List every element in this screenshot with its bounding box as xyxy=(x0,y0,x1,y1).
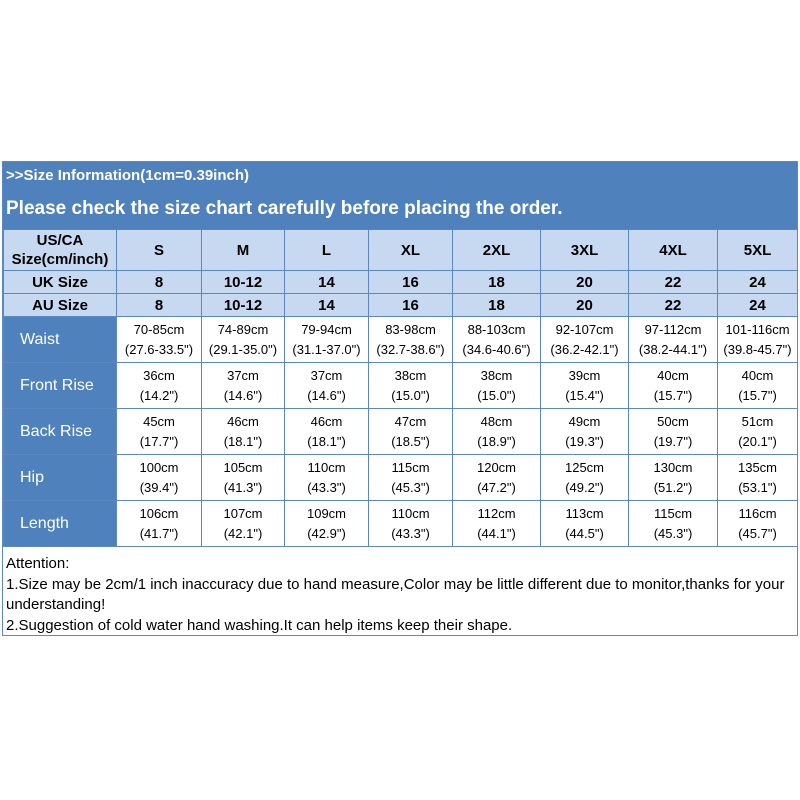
au-size-value: 16 xyxy=(369,294,453,317)
measurement-label: Length xyxy=(4,501,117,547)
attention-heading: Attention: xyxy=(6,555,70,572)
cm-value: 46cm xyxy=(227,413,259,429)
au-size-value: 8 xyxy=(117,294,202,317)
inch-value: (18.1") xyxy=(307,433,346,449)
cm-value: 45cm xyxy=(143,413,175,429)
inch-value: (36.2-42.1") xyxy=(550,341,619,357)
inch-value: (17.7") xyxy=(139,433,179,449)
measurement-cell xyxy=(285,363,369,409)
inch-value: (15.7") xyxy=(653,387,693,403)
cm-value: 70-85cm xyxy=(133,321,185,337)
measurement-cell xyxy=(369,363,453,409)
corner-label-us: US/CA xyxy=(36,232,84,249)
cm-value: 40cm xyxy=(657,367,689,383)
cm-value: 88-103cm xyxy=(467,321,526,337)
measurement-cell xyxy=(202,363,285,409)
au-size-value: 22 xyxy=(629,294,718,317)
au-size-row xyxy=(4,294,798,317)
measurement-cell xyxy=(541,317,629,363)
size-header: 4XL xyxy=(629,230,718,271)
inch-value: (15.7") xyxy=(738,387,777,403)
inch-value: (38.2-44.1") xyxy=(638,341,708,357)
measurement-cell xyxy=(117,501,202,547)
inch-value: (44.1") xyxy=(477,525,516,541)
measurement-cell xyxy=(202,501,285,547)
measurement-cell xyxy=(369,409,453,455)
measurement-cell xyxy=(541,455,629,501)
measurement-cell xyxy=(453,363,541,409)
inch-value: (41.7") xyxy=(139,525,179,541)
size-header: XL xyxy=(369,230,453,271)
inch-value: (53.1") xyxy=(738,479,777,495)
cm-value: 105cm xyxy=(223,459,263,475)
cm-value: 37cm xyxy=(310,367,343,383)
cm-value: 112cm xyxy=(477,505,516,521)
cm-value: 51cm xyxy=(741,413,774,429)
cm-value: 37cm xyxy=(227,367,259,383)
inch-value: (32.7-38.6") xyxy=(376,341,445,357)
measurement-cell xyxy=(453,455,541,501)
au-size-label: AU Size xyxy=(4,294,117,317)
size-header: L xyxy=(285,230,369,271)
cm-value: 113cm xyxy=(565,505,604,521)
au-size-value: 10-12 xyxy=(202,294,285,317)
measurement-cell xyxy=(369,501,453,547)
corner-header xyxy=(4,230,117,271)
measurement-cell xyxy=(629,409,718,455)
size-table xyxy=(3,229,798,547)
cm-value: 100cm xyxy=(139,459,179,475)
cm-value: 106cm xyxy=(139,505,179,521)
size-chart xyxy=(2,161,798,636)
inch-value: (43.3") xyxy=(391,525,430,541)
cm-value: 46cm xyxy=(310,413,343,429)
cm-value: 135cm xyxy=(737,459,778,475)
notice-banner: Please check the size chart carefully before placing the order. xyxy=(3,190,797,229)
cm-value: 74-89cm xyxy=(217,321,269,337)
inch-value: (44.5") xyxy=(565,525,604,541)
inch-value: (29.1-35.0") xyxy=(208,341,278,357)
inch-value: (19.7") xyxy=(653,433,693,449)
cm-value: 92-107cm xyxy=(555,321,614,337)
measurement-label: Back Rise xyxy=(4,409,117,455)
measurement-label: Front Rise xyxy=(4,363,117,409)
cm-value: 107cm xyxy=(223,505,263,521)
inch-value: (43.3") xyxy=(307,479,346,495)
inch-value: (47.2") xyxy=(477,479,516,495)
cm-value: 48cm xyxy=(480,413,513,429)
inch-value: (45.3") xyxy=(653,525,693,541)
measurement-cell xyxy=(117,317,202,363)
cm-value: 109cm xyxy=(306,505,347,521)
uk-size-value: 10-12 xyxy=(202,271,285,294)
uk-size-label: UK Size xyxy=(4,271,117,294)
inch-value: (45.3") xyxy=(391,479,430,495)
inch-value: (42.1") xyxy=(223,525,263,541)
us-size-row xyxy=(4,230,798,271)
measurement-cell xyxy=(285,501,369,547)
table-row xyxy=(4,501,798,547)
measurement-cell xyxy=(718,363,798,409)
uk-size-value: 14 xyxy=(285,271,369,294)
au-size-value: 20 xyxy=(541,294,629,317)
cm-value: 120cm xyxy=(476,459,517,475)
inch-value: (45.7") xyxy=(738,525,777,541)
measurement-cell xyxy=(117,455,202,501)
uk-size-value: 8 xyxy=(117,271,202,294)
measurement-cell xyxy=(285,409,369,455)
cm-value: 38cm xyxy=(394,367,427,383)
table-row xyxy=(4,455,798,501)
inch-value: (18.9") xyxy=(477,433,516,449)
measurement-cell xyxy=(202,317,285,363)
cm-value: 97-112cm xyxy=(644,321,702,337)
au-size-value: 24 xyxy=(718,294,798,317)
measurement-cell xyxy=(453,501,541,547)
inch-value: (14.2") xyxy=(139,387,179,403)
cm-value: 101-116cm xyxy=(725,321,790,337)
table-row xyxy=(4,409,798,455)
inch-value: (19.3") xyxy=(565,433,604,449)
measurement-cell xyxy=(629,501,718,547)
measurement-label: Hip xyxy=(4,455,117,501)
cm-value: 79-94cm xyxy=(301,321,352,337)
cm-value: 50cm xyxy=(657,413,689,429)
inch-value: (51.2") xyxy=(653,479,693,495)
measurement-cell xyxy=(117,409,202,455)
measurement-cell xyxy=(285,317,369,363)
measurement-cell xyxy=(369,455,453,501)
measurement-cell xyxy=(718,317,798,363)
uk-size-value: 24 xyxy=(718,271,798,294)
measurement-cell xyxy=(369,317,453,363)
inch-value: (41.3") xyxy=(223,479,263,495)
table-row xyxy=(4,363,798,409)
size-info-banner: >>Size Information(1cm=0.39inch) xyxy=(3,162,797,190)
measurement-cell xyxy=(718,501,798,547)
cm-value: 110cm xyxy=(391,505,430,521)
size-header: 5XL xyxy=(718,230,798,271)
measurement-cell xyxy=(117,363,202,409)
inch-value: (34.6-40.6") xyxy=(462,341,531,357)
measurement-cell xyxy=(541,501,629,547)
cm-value: 130cm xyxy=(653,459,693,475)
inch-value: (18.1") xyxy=(223,433,263,449)
cm-value: 115cm xyxy=(653,505,693,521)
inch-value: (15.0") xyxy=(391,387,430,403)
uk-size-value: 22 xyxy=(629,271,718,294)
measurement-cell xyxy=(541,363,629,409)
measurement-cell xyxy=(629,363,718,409)
inch-value: (49.2") xyxy=(565,479,604,495)
size-header: S xyxy=(117,230,202,271)
inch-value: (15.4") xyxy=(565,387,604,403)
inch-value: (14.6") xyxy=(307,387,346,403)
cm-value: 36cm xyxy=(143,367,175,383)
uk-size-value: 16 xyxy=(369,271,453,294)
attention-notes xyxy=(3,554,797,636)
cm-value: 115cm xyxy=(391,459,430,475)
inch-value: (39.4") xyxy=(139,479,179,495)
measurement-cell xyxy=(629,455,718,501)
cm-value: 116cm xyxy=(738,505,777,521)
inch-value: (20.1") xyxy=(738,433,777,449)
cm-value: 83-98cm xyxy=(385,321,436,337)
table-row xyxy=(4,317,798,363)
cm-value: 110cm xyxy=(307,459,346,475)
uk-size-value: 18 xyxy=(453,271,541,294)
cm-value: 39cm xyxy=(568,367,601,383)
cm-value: 125cm xyxy=(564,459,605,475)
corner-label-unit: Size(cm/inch) xyxy=(11,251,109,268)
cm-value: 38cm xyxy=(480,367,513,383)
attention-note-2: 2.Suggestion of cold water hand washing.It can help items keep their shape. xyxy=(6,616,513,634)
inch-value: (18.5") xyxy=(391,433,430,449)
measurement-cell xyxy=(629,317,718,363)
measurement-cell xyxy=(541,409,629,455)
cm-value: 40cm xyxy=(741,367,774,383)
measurement-cell xyxy=(718,455,798,501)
size-header: 2XL xyxy=(453,230,541,271)
measurement-cell xyxy=(718,409,798,455)
size-header: M xyxy=(202,230,285,271)
measurement-cell xyxy=(453,409,541,455)
cm-value: 47cm xyxy=(394,413,427,429)
attention-note-1: 1.Size may be 2cm/1 inch inaccuracy due to hand measure,Color may be little different due to monitor,thanks for your understanding! xyxy=(6,575,785,613)
measurement-cell xyxy=(453,317,541,363)
inch-value: (14.6") xyxy=(223,387,263,403)
inch-value: (15.0") xyxy=(477,387,516,403)
size-header: 3XL xyxy=(541,230,629,271)
inch-value: (42.9") xyxy=(307,525,346,541)
inch-value: (31.1-37.0") xyxy=(292,341,361,357)
inch-value: (39.8-45.7") xyxy=(723,341,792,357)
measurement-cell xyxy=(202,455,285,501)
au-size-value: 14 xyxy=(285,294,369,317)
measurement-cell xyxy=(202,409,285,455)
uk-size-row xyxy=(4,271,798,294)
measurement-cell xyxy=(285,455,369,501)
uk-size-value: 20 xyxy=(541,271,629,294)
cm-value: 49cm xyxy=(568,413,601,429)
measurement-label: Waist xyxy=(4,317,117,363)
inch-value: (27.6-33.5") xyxy=(124,341,194,357)
au-size-value: 18 xyxy=(453,294,541,317)
